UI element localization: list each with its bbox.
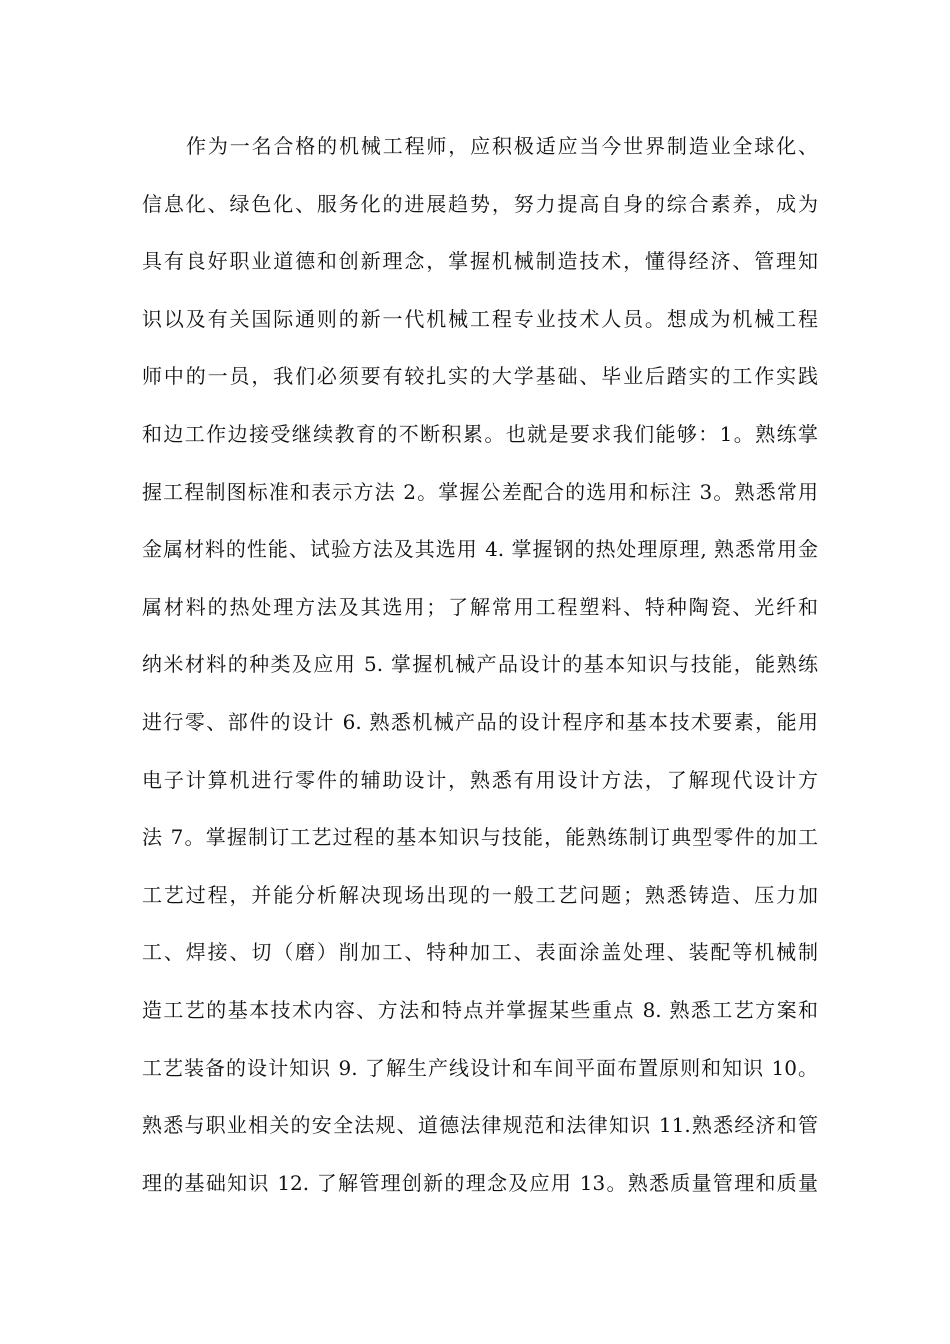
paragraph-line: 属材料的热处理方法及其选用；了解常用工程塑料、特种陶瓷、光纤和 (142, 594, 818, 619)
paragraph-line: 金属材料的性能、试验方法及其选用 4. 掌握钢的热处理原理, 熟悉常用金 (142, 537, 818, 562)
paragraph-line: 理的基础知识 12. 了解管理创新的理念及应用 13。熟悉质量管理和质量 (142, 1170, 818, 1195)
paragraph-line: 工艺装备的设计知识 9. 了解生产线设计和车间平面布置原则和知识 10。 (142, 1055, 818, 1080)
paragraph-line: 进行零、部件的设计 6. 熟悉机械产品的设计程序和基本技术要素，能用 (142, 709, 818, 734)
paragraph-line: 熟悉与职业相关的安全法规、道德法律规范和法律知识 11.熟悉经济和管 (142, 1113, 818, 1138)
paragraph-line: 具有良好职业道德和创新理念，掌握机械制造技术，懂得经济、管理知 (142, 249, 818, 274)
paragraph-line: 纳米材料的种类及应用 5. 掌握机械产品设计的基本知识与技能，能熟练 (142, 652, 818, 677)
paragraph-line: 识以及有关国际通则的新一代机械工程专业技术人员。想成为机械工程 (142, 306, 818, 331)
paragraph-line: 和边工作边接受继续教育的不断积累。也就是要求我们能够：1。熟练掌 (142, 421, 818, 446)
paragraph-line: 信息化、绿色化、服务化的进展趋势，努力提高自身的综合素养，成为 (142, 191, 818, 216)
paragraph-line: 作为一名合格的机械工程师，应积极适应当今世界制造业全球化、 (186, 134, 818, 158)
paragraph-line: 师中的一员，我们必须要有较扎实的大学基础、毕业后踏实的工作实践 (142, 364, 818, 389)
body-paragraph (142, 118, 818, 1212)
paragraph-line: 造工艺的基本技术内容、方法和特点并掌握某些重点 8. 熟悉工艺方案和 (142, 997, 818, 1022)
paragraph-line: 握工程制图标准和表示方法 2。掌握公差配合的选用和标注 3。熟悉常用 (142, 479, 818, 504)
paragraph-line: 工艺过程，并能分析解决现场出现的一般工艺问题；熟悉铸造、压力加 (142, 882, 818, 907)
paragraph-line: 电子计算机进行零件的辅助设计，熟悉有用设计方法，了解现代设计方 (142, 767, 818, 792)
paragraph-line: 法 7。掌握制订工艺过程的基本知识与技能，能熟练制订典型零件的加工 (142, 825, 818, 850)
paragraph-line: 工、焊接、切（磨）削加工、特种加工、表面涂盖处理、装配等机械制 (142, 940, 818, 965)
